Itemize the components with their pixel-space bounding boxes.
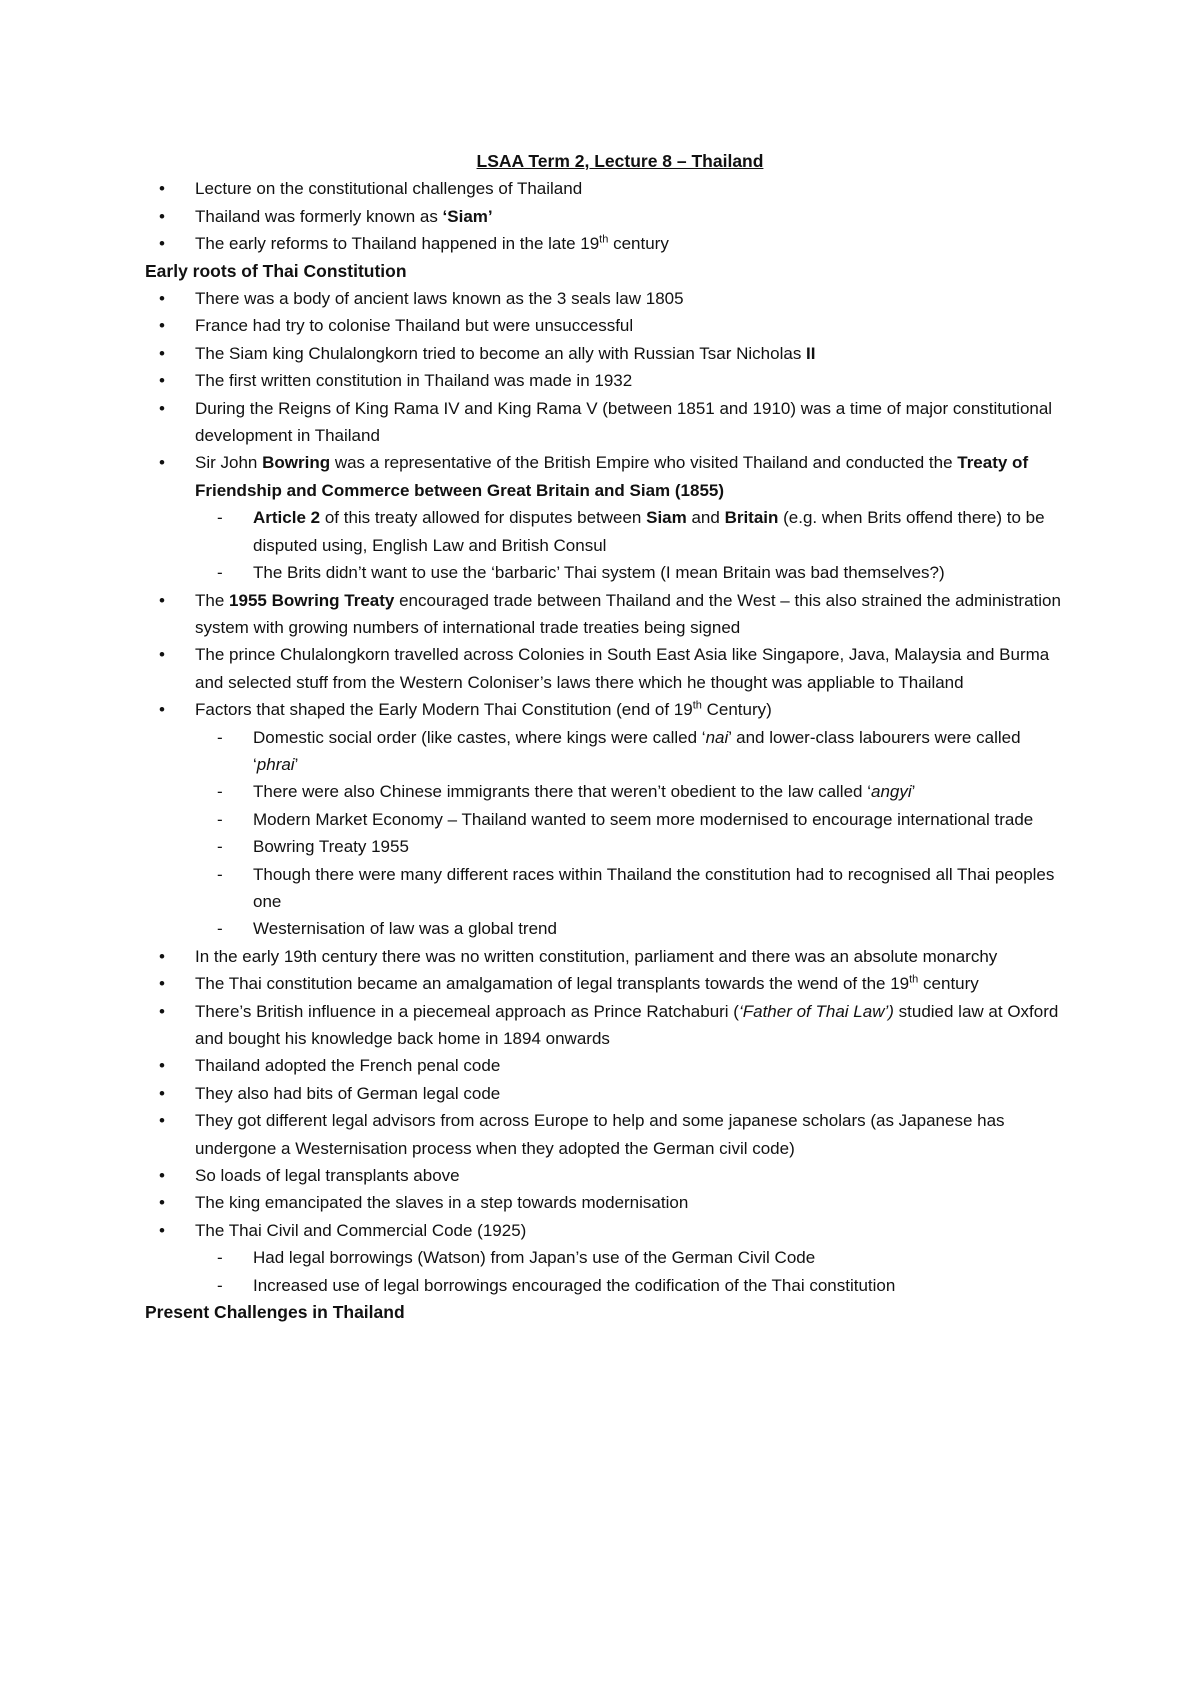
list-item: • The prince Chulalongkorn travelled across Colonies in South East Asia like Singapore, Java, Malaysia and Burma and selected stuff from the Western Coloniser’s laws there which he thought was appliable to Thailand [195,641,1065,696]
sub-list-item: - Though there were many different races within Thailand the constitution had to recognised all Thai peoples one [253,861,1065,916]
list-item: • They also had bits of German legal code [195,1080,1065,1107]
sub-list-item: - Had legal borrowings (Watson) from Japan’s use of the German Civil Code [253,1244,1065,1271]
document-body [145,148,1065,1326]
section-heading-early-roots: Early roots of Thai Constitution [145,260,407,281]
list-item: • In the early 19th century there was no written constitution, parliament and there was an absolute monarchy [195,943,1065,970]
section-heading-present-challenges: Present Challenges in Thailand [145,1302,405,1323]
list-item: • Lecture on the constitutional challenges of Thailand [195,175,1065,202]
sub-list-item: - Domestic social order (like castes, where kings were called ‘nai’ and lower-class labourers were called ‘phrai’ [253,724,1065,779]
sub-list-item: - Modern Market Economy – Thailand wanted to seem more modernised to encourage international trade [253,806,1065,833]
early-roots-list [145,285,1065,1299]
list-item: • France had try to colonise Thailand but were unsuccessful [195,312,1065,339]
list-item: • The Siam king Chulalongkorn tried to become an ally with Russian Tsar Nicholas II [195,340,1065,367]
list-item: • There’s British influence in a piecemeal approach as Prince Ratchaburi (‘Father of Thai Law’) studied law at Oxford and bought his knowledge back home in 1894 onwards [195,998,1065,1053]
sub-list [195,724,1065,943]
list-item: • The early reforms to Thailand happened in the late 19th century [195,230,1065,257]
list-item: • The Thai constitution became an amalgamation of legal transplants towards the wend of the 19th century [195,970,1065,997]
intro-list [145,175,1065,257]
list-item: • They got different legal advisors from across Europe to help and some japanese scholars (as Japanese has undergone a Westernisation process when they adopted the German civil code) [195,1107,1065,1162]
list-item: • Thailand was formerly known as ‘Siam’ [195,203,1065,230]
list-item: • Factors that shaped the Early Modern Thai Constitution (end of 19th Century) - Domestic social order (like castes, where kings were called ‘nai’ and lower-class labourers were called ‘phrai’ - There were also Chinese immigrants there that weren’t obedient to the law called ‘angyi’ - Modern Market Economy – Thailand wanted to seem more modernised to encourage international trade - Bowring Treaty 1955 - Though there were many different races within Thailand the constitution had to recognised all Thai peoples one - Westernisation of law was a global trend [195,696,1065,943]
list-item: • During the Reigns of King Rama IV and King Rama V (between 1851 and 1910) was a time of major constitutional development in Thailand [195,395,1065,450]
sub-list-item: - There were also Chinese immigrants there that weren’t obedient to the law called ‘angyi’ [253,778,1065,805]
sub-list-item: - Increased use of legal borrowings encouraged the codification of the Thai constitution [253,1272,1065,1299]
sub-list [195,504,1065,586]
sub-list [195,1244,1065,1299]
list-item: • There was a body of ancient laws known as the 3 seals law 1805 [195,285,1065,312]
list-item: • The first written constitution in Thailand was made in 1932 [195,367,1065,394]
list-item: • Sir John Bowring was a representative of the British Empire who visited Thailand and conducted the Treaty of Friendship and Commerce between Great Britain and Siam (1855) - Article 2 of this treaty allowed for disputes between Siam and Britain (e.g. when Brits offend there) to be disputed using, English Law and British Consul - The Brits didn’t want to use the ‘barbaric’ Thai system (I mean Britain was bad themselves?) [195,449,1065,586]
list-item: • The king emancipated the slaves in a step towards modernisation [195,1189,1065,1216]
list-item: • The Thai Civil and Commercial Code (1925) - Had legal borrowings (Watson) from Japan’s use of the German Civil Code - Increased use of legal borrowings encouraged the codification of the Thai constitution [195,1217,1065,1299]
sub-list-item: - Bowring Treaty 1955 [253,833,1065,860]
list-item: • So loads of legal transplants above [195,1162,1065,1189]
sub-list-item: - The Brits didn’t want to use the ‘barbaric’ Thai system (I mean Britain was bad themselves?) [253,559,1065,586]
list-item: • The 1955 Bowring Treaty encouraged trade between Thailand and the West – this also strained the administration system with growing numbers of international trade treaties being signed [195,587,1065,642]
sub-list-item: - Westernisation of law was a global trend [253,915,1065,942]
document-title: LSAA Term 2, Lecture 8 – Thailand [476,151,764,171]
list-item: • Thailand adopted the French penal code [195,1052,1065,1079]
sub-list-item: - Article 2 of this treaty allowed for disputes between Siam and Britain (e.g. when Brits offend there) to be disputed using, English Law and British Consul [253,504,1065,559]
